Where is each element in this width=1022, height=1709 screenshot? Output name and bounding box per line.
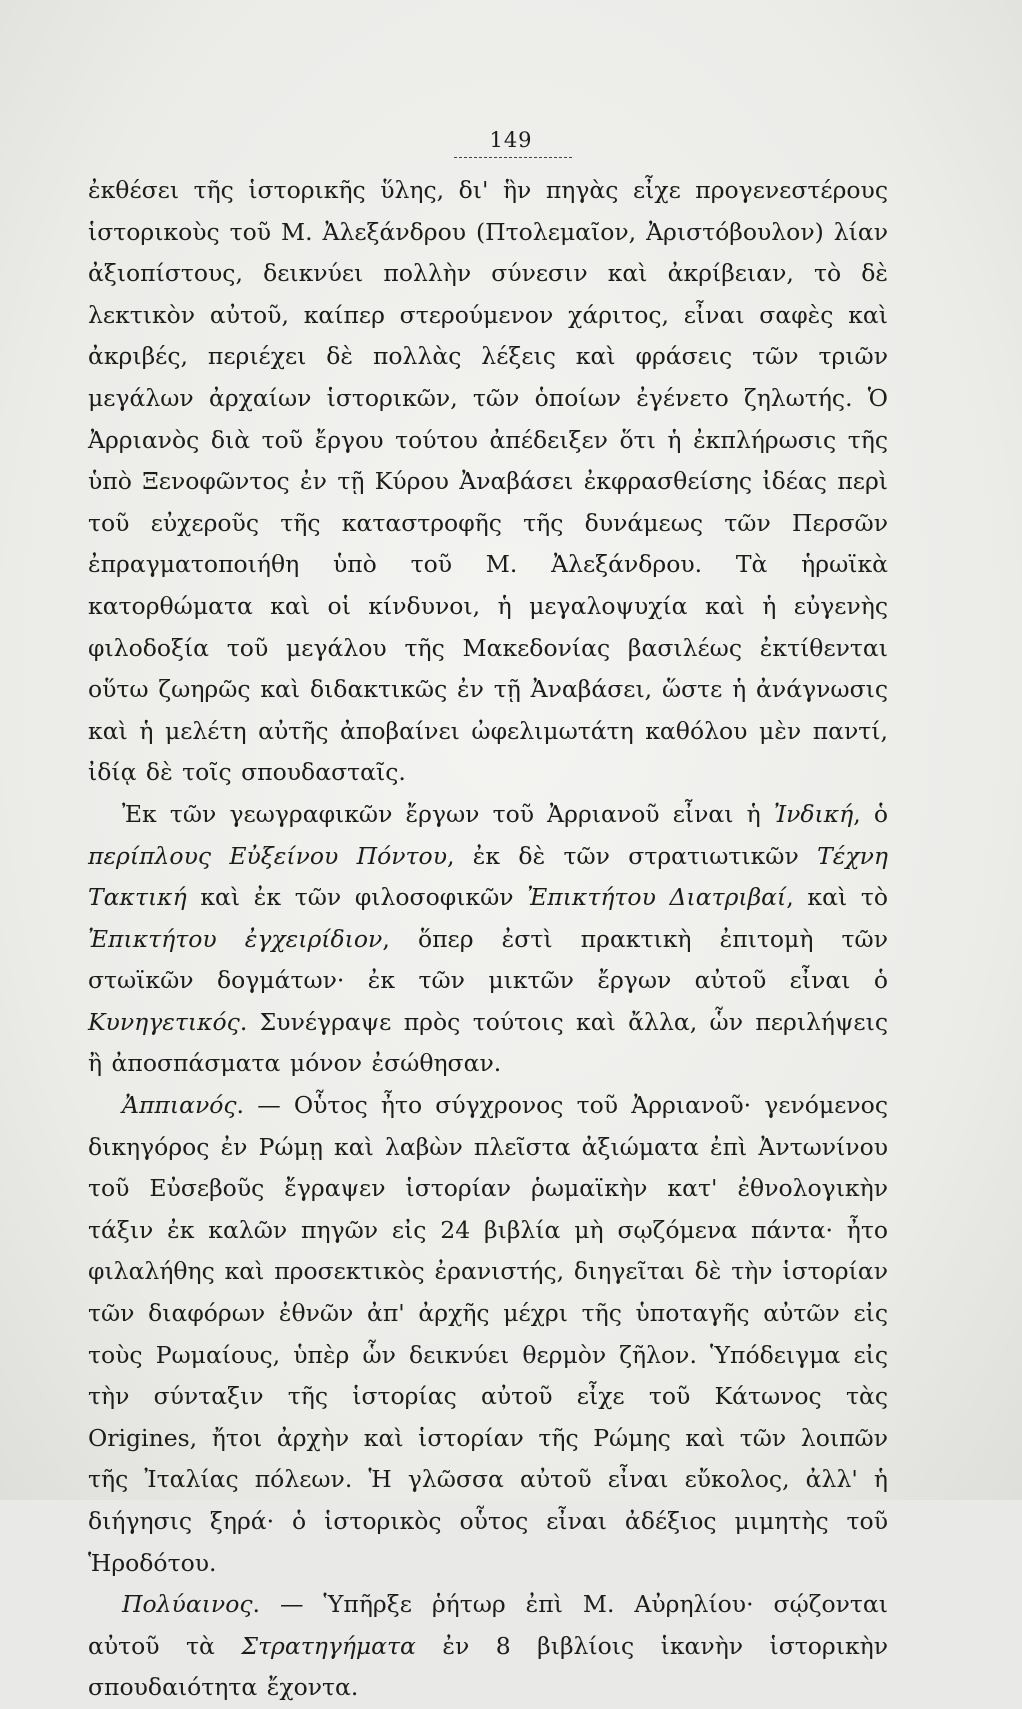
paragraph-polyaenus	[88, 1584, 888, 1709]
paragraph-text: . — Οὗτος ἦτο σύγχρονος τοῦ Ἀρριανοῦ· γενόμενος δικηγόρος ἐν Ρώμῃ καὶ λαβὼν πλεῖστα ἀξιώματα ἐπὶ Ἀντωνίνου τοῦ Εὐσεβοῦς ἔγραψεν ἱστορίαν ῥωμαϊκὴν κατ' ἐθνολογικὴν τάξιν ἐκ καλῶν πηγῶν εἰς 24 βιβλία μὴ σῳζόμενα πάντα· ἦτο φιλαλήθης καὶ προσεκτικὸς ἐρανιστής, διηγεῖται δὲ τὴν ἱστορίαν τῶν διαφόρων ἐθνῶν ἀπ' ἀρχῆς μέχρι τῆς ὑποταγῆς αὐτῶν εἰς τοὺς Ρωμαίους, ὑπὲρ ὧν δεικνύει θερμὸν ζῆλον. Ὑπόδειγμα εἰς τὴν σύνταξιν τῆς ἱστορίας αὐτοῦ εἶχε τοῦ Κάτωνος τὰς Origines, ἤτοι ἀρχὴν καὶ ἱστορίαν τῆς Ρώμης καὶ τῶν λοιπῶν τῆς Ἰταλίας πόλεων. Ἡ γλῶσσα αὐτοῦ εἶναι εὔκολος, ἀλλ' ἡ διήγησις ξηρά· ὁ ἱστορικὸς οὗτος εἶναι ἀδέξιος μιμητὴς τοῦ Ἡροδότου.	[88, 1091, 888, 1577]
work-title-strategemata: Στρατηγήματα	[241, 1631, 416, 1660]
work-title-kynegetikos: Κυνηγετικός	[88, 1007, 240, 1036]
body-text	[88, 170, 888, 1709]
text-run: καὶ ἐκ τῶν φιλοσοφικῶν	[186, 883, 528, 912]
text-run: , ὁ	[853, 799, 888, 828]
paragraph-text: ἐκθέσει τῆς ἱστορικῆς ὕλης, δι' ἣν πηγὰς εἶχε προγενεστέρους ἱστορικοὺς τοῦ Μ. Ἀλεξάνδρου (Πτολεμαῖον, Ἀριστόβουλον) λίαν ἀξιοπίστους, δεικνύει πολλὴν σύνεσιν καὶ ἀκρίβειαν, τὸ δὲ λεκτικὸν αὐτοῦ, καίπερ στερούμενον χάριτος, εἶναι σαφὲς καὶ ἀκριβές, περιέχει δὲ πολλὰς λέξεις καὶ φράσεις τῶν τριῶν μεγάλων ἀρχαίων ἱστορικῶν, τῶν ὁποίων ἐγένετο ζηλωτής. Ὁ Ἀρριανὸς διὰ τοῦ ἔργου τούτου ἀπέδειξεν ὅτι ἡ ἐκπλήρωσις τῆς ὑπὸ Ξενοφῶντος ἐν τῇ Κύρου Ἀναβάσει ἐκφρασθείσης ἰδέας περὶ τοῦ εὐχεροῦς τῆς καταστροφῆς τῆς δυνάμεως τῶν Περσῶν ἐπραγματοποιήθη ὑπὸ τοῦ Μ. Ἀλεξάνδρου. Τὰ ἡρωϊκὰ κατορθώματα καὶ οἱ κίνδυνοι, ἡ μεγαλοψυχία καὶ ἡ εὐγενὴς φιλοδοξία τοῦ μεγάλου τῆς Μακεδονίας βασιλέως ἐκτίθενται οὕτω ζωηρῶς καὶ διδακτικῶς ἐν τῇ Ἀναβάσει, ὥστε ἡ ἀνάγνωσις καὶ ἡ μελέτη αὐτῆς ἀποβαίνει ὠφελιμωτάτη καθόλου μὲν παντί, ἰδίᾳ δὲ τοῖς σπουδασταῖς.	[88, 176, 888, 787]
text-run: , ὅπερ ἐστὶ πρακτικὴ ἐπιτομὴ τῶν στωϊκῶν δογμάτων· ἐκ τῶν μικτῶν ἔργων αὐτοῦ εἶναι ὁ	[88, 924, 888, 995]
work-title-periplous: περίπλους Εὐξείνου Πόντου	[88, 841, 447, 870]
work-title-diatribai: Ἐπικτήτου Διατριβαί	[527, 883, 787, 912]
text-run: . Συνέγραψε πρὸς τούτοις καὶ ἄλλα, ὧν περιλήψεις ἢ ἀποσπάσματα μόνον ἐσώθησαν.	[88, 1007, 888, 1078]
paragraph-arrian-works	[88, 794, 888, 1085]
page-number: 149	[489, 128, 533, 152]
text-run: . — Ὑπῆρξε ῥήτωρ ἐπὶ Μ. Αὐρηλίου· σῴζονται αὐτοῦ τὰ	[88, 1590, 888, 1660]
text-run: ἐν 8 βιβλίοις ἱκανὴν ἱστορικὴν σπουδαιότητα ἔχοντα.	[88, 1631, 889, 1702]
text-run: , καὶ τὸ	[786, 883, 888, 912]
work-title-techne-taktike: Τέχνη Τακτική	[88, 841, 888, 912]
section-heading-polyaenus: Πολύαινος	[122, 1590, 253, 1619]
paragraph-appian	[88, 1085, 888, 1584]
paragraph-arrian-anabasis	[88, 170, 888, 794]
work-title-indike: Ἰνδική	[773, 799, 854, 828]
section-heading-appian: Ἀππιανός	[122, 1091, 237, 1120]
text-run: , ἐκ δὲ τῶν στρατιωτικῶν	[446, 841, 818, 870]
page-number-rule	[454, 157, 572, 158]
work-title-encheiridion: Ἐπικτήτου ἐγχειρίδιον	[88, 924, 383, 953]
text-run: Ἐκ τῶν γεωγραφικῶν ἔργων τοῦ Ἀρριανοῦ εἶναι ἡ	[122, 799, 774, 828]
